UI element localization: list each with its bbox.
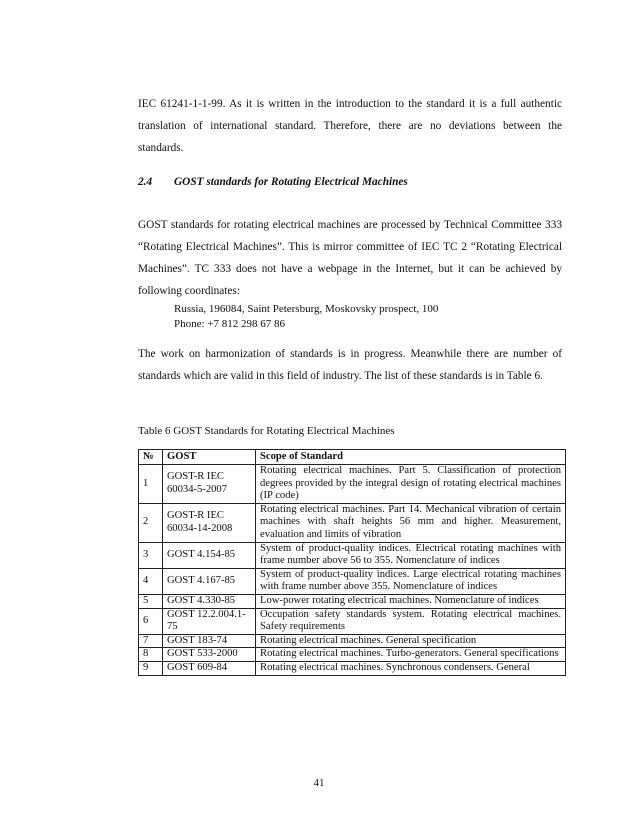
row-scope: Rotating electrical machines. Part 5. Classification of protection degrees provided by the integral design of rotating electrical machines (IP code) — [256, 465, 566, 504]
row-scope: System of product-quality indices. Electrical rotating machines with frame number above 56 to 355. Nomenclature of indices — [256, 542, 566, 568]
table-row — [139, 634, 566, 648]
row-gost: GOST 533-2000 — [163, 648, 256, 662]
table-caption: Table 6 GOST Standards for Rotating Electrical Machines — [138, 425, 395, 437]
row-gost: GOST 12.2.004.1-75 — [163, 608, 256, 634]
row-gost: GOST 4.167-85 — [163, 568, 256, 594]
header-scope: Scope of Standard — [256, 450, 566, 465]
row-scope: Low-power rotating electrical machines. Nomenclature of indices — [256, 594, 566, 608]
row-scope: Rotating electrical machines. Part 14. Mechanical vibration of certain machines with shaft heights 56 mm and higher. Measurement, evaluation and limits of vibration — [256, 503, 566, 542]
row-number: 4 — [139, 568, 163, 594]
row-gost: GOST 4.330-85 — [163, 594, 256, 608]
row-number: 7 — [139, 634, 163, 648]
row-scope: Rotating electrical machines. General specification — [256, 634, 566, 648]
row-number: 9 — [139, 661, 163, 675]
section-title: GOST standards for Rotating Electrical Machines — [174, 176, 408, 188]
table-row — [139, 608, 566, 634]
table-row — [139, 503, 566, 542]
row-gost: GOST 609-84 — [163, 661, 256, 675]
row-gost: GOST-R IEC 60034-5-2007 — [163, 465, 256, 504]
section-heading — [138, 176, 408, 188]
row-scope: Rotating electrical machines. Synchronous condensers. General — [256, 661, 566, 675]
row-number: 2 — [139, 503, 163, 542]
row-gost: GOST-R IEC 60034-14-2008 — [163, 503, 256, 542]
row-gost: GOST 4.154-85 — [163, 542, 256, 568]
table-header-row — [139, 450, 566, 465]
harmonization-paragraph: The work on harmonization of standards is in progress. Meanwhile there are number of standards which are valid in this field of industry. The list of these standards is in Table 6. — [138, 348, 562, 382]
row-number: 8 — [139, 648, 163, 662]
table-row — [139, 542, 566, 568]
table-row — [139, 648, 566, 662]
committee-paragraph: GOST standards for rotating electrical machines are processed by Technical Committee 333 “Rotating Electrical Machines”. This is mirror committee of IEC TC 2 “Rotating Electrical Machines”. TC 333 does not have a webpage in the Internet, but it can be achieved by following coordinates: — [138, 219, 562, 297]
row-scope: Occupation safety standards system. Rotating electrical machines. Safety requirements — [256, 608, 566, 634]
row-number: 3 — [139, 542, 163, 568]
row-number: 6 — [139, 608, 163, 634]
phone-line: Phone: +7 812 298 67 86 — [174, 318, 286, 330]
table-row — [139, 465, 566, 504]
page-number: 41 — [313, 777, 325, 789]
table-row — [139, 568, 566, 594]
table-row — [139, 661, 566, 675]
intro-paragraph: IEC 61241-1-1-99. As it is written in the introduction to the standard it is a full authentic translation of international standard. Therefore, there are no deviations between the standards. — [138, 98, 562, 154]
header-gost: GOST — [163, 450, 256, 465]
table-row — [139, 594, 566, 608]
row-scope: Rotating electrical machines. Turbo-generators. General specifications — [256, 648, 566, 662]
section-number: 2.4 — [138, 176, 153, 188]
row-number: 1 — [139, 465, 163, 504]
gost-standards-table — [138, 449, 566, 676]
row-gost: GOST 183-74 — [163, 634, 256, 648]
header-number: № — [139, 450, 163, 465]
row-number: 5 — [139, 594, 163, 608]
address-line: Russia, 196084, Saint Petersburg, Moskovsky prospect, 100 — [174, 303, 439, 315]
row-scope: System of product-quality indices. Large electrical rotating machines with frame number above 355. Nomenclature of indices — [256, 568, 566, 594]
